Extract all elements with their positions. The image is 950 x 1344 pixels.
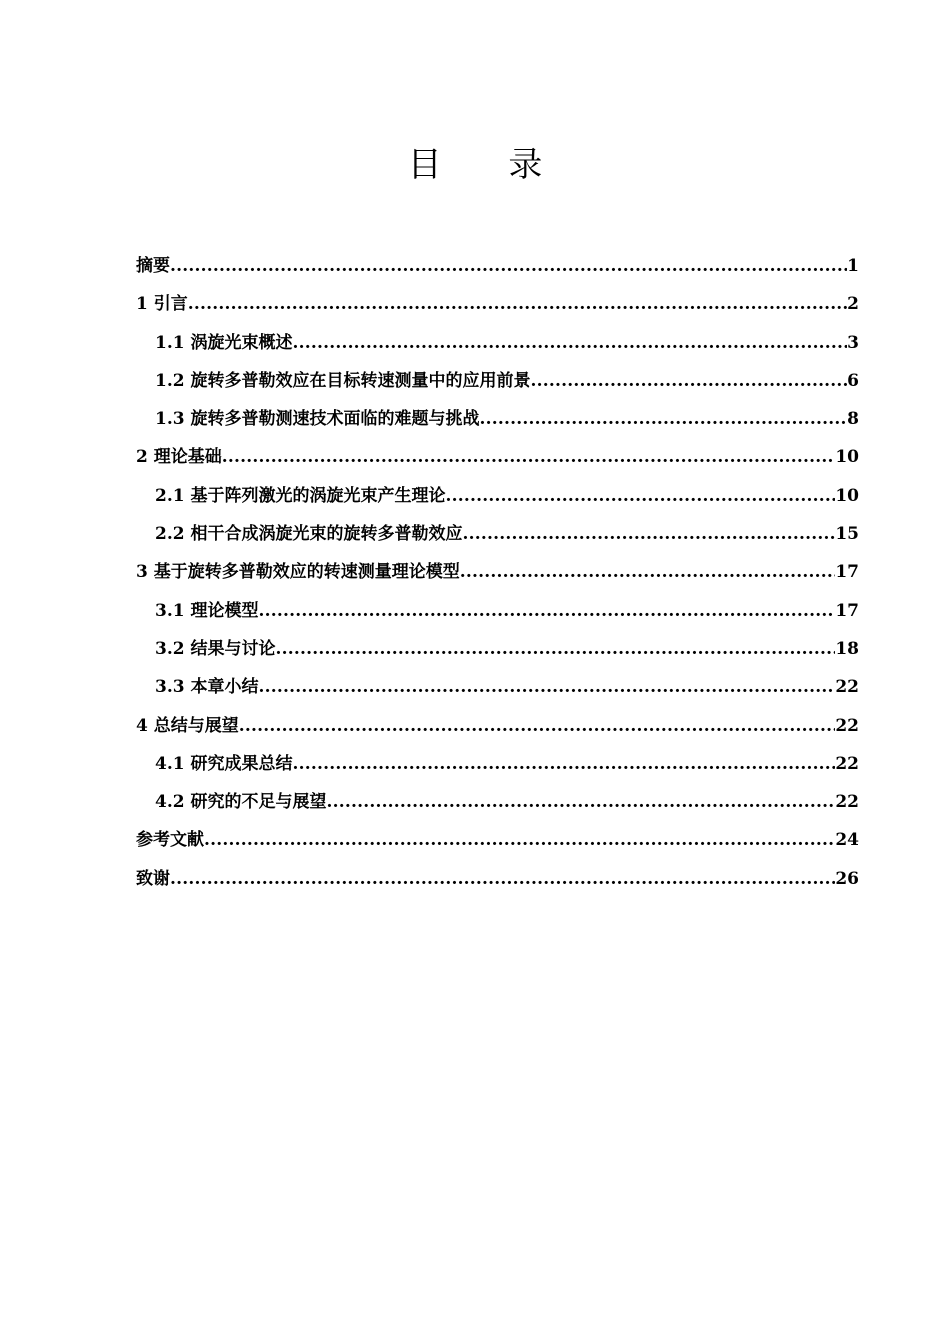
dot-leader — [259, 597, 836, 625]
dot-leader — [170, 865, 835, 893]
toc-entry-page: 2 — [847, 294, 859, 315]
toc-entry-label: 1 引言 — [136, 294, 188, 315]
dot-leader — [259, 673, 836, 701]
toc-entry[interactable] — [136, 290, 859, 328]
toc-entry-label: 1.1 涡旋光束概述 — [155, 332, 293, 353]
dot-leader — [293, 329, 848, 357]
toc-entry-page: 15 — [835, 524, 859, 545]
toc-entry-label: 3.2 结果与讨论 — [155, 638, 276, 659]
toc-entry-label: 3.1 理论模型 — [155, 600, 259, 621]
table-of-contents — [136, 252, 859, 903]
toc-entry-label: 参考文献 — [136, 830, 204, 851]
toc-entry-page: 24 — [835, 830, 859, 851]
toc-entry-page: 22 — [835, 753, 859, 774]
dot-leader — [276, 635, 836, 663]
toc-entry[interactable] — [136, 826, 859, 864]
toc-entry[interactable] — [136, 482, 859, 520]
toc-entry-page: 1 — [847, 256, 859, 276]
toc-entry-page: 8 — [847, 409, 859, 430]
toc-entry-label: 2 理论基础 — [136, 447, 222, 468]
toc-entry-page: 18 — [835, 638, 859, 659]
toc-entry-label: 3 基于旋转多普勒效应的转速测量理论模型 — [136, 562, 460, 583]
toc-entry[interactable] — [136, 405, 859, 443]
toc-entry-page: 22 — [835, 677, 859, 698]
dot-leader — [222, 443, 836, 471]
page-title: 目 录 — [407, 145, 571, 185]
dot-leader — [170, 252, 847, 280]
dot-leader — [327, 788, 836, 816]
toc-entry-label: 4.1 研究成果总结 — [155, 753, 293, 774]
toc-entry-label: 致谢 — [136, 868, 170, 889]
toc-entry[interactable] — [136, 635, 859, 673]
toc-entry-label: 1.3 旋转多普勒测速技术面临的难题与挑战 — [155, 409, 480, 430]
toc-entry[interactable] — [136, 443, 859, 481]
toc-entry-page: 22 — [835, 715, 859, 736]
toc-entry-page: 17 — [835, 600, 859, 621]
toc-entry[interactable] — [136, 520, 859, 558]
dot-leader — [293, 750, 836, 778]
toc-entry-page: 3 — [847, 332, 859, 353]
toc-entry[interactable] — [136, 750, 859, 788]
toc-entry-label: 4.2 研究的不足与展望 — [155, 792, 327, 813]
toc-entry-page: 6 — [847, 370, 859, 391]
toc-entry-label: 2.1 基于阵列激光的涡旋光束产生理论 — [155, 485, 446, 506]
dot-leader — [480, 405, 848, 433]
toc-entry-page: 22 — [835, 792, 859, 813]
toc-entry[interactable] — [136, 252, 859, 290]
toc-entry[interactable] — [136, 712, 859, 750]
dot-leader — [446, 482, 836, 510]
toc-entry[interactable] — [136, 558, 859, 596]
dot-leader — [188, 290, 847, 318]
toc-entry[interactable] — [136, 597, 859, 635]
dot-leader — [463, 520, 836, 548]
dot-leader — [531, 367, 848, 395]
dot-leader — [239, 712, 836, 740]
toc-entry-page: 10 — [835, 485, 859, 506]
toc-entry-label: 3.3 本章小结 — [155, 677, 259, 698]
toc-entry-label: 4 总结与展望 — [136, 715, 239, 736]
toc-entry[interactable] — [136, 367, 859, 405]
toc-entry-page: 17 — [835, 562, 859, 583]
toc-entry[interactable] — [136, 865, 859, 903]
dot-leader — [204, 826, 835, 854]
toc-entry-label: 摘要 — [136, 256, 170, 276]
toc-entry-page: 26 — [835, 868, 859, 889]
toc-entry-page: 10 — [835, 447, 859, 468]
dot-leader — [460, 558, 836, 586]
toc-entry[interactable] — [136, 673, 859, 711]
toc-entry[interactable] — [136, 329, 859, 367]
toc-entry-label: 2.2 相干合成涡旋光束的旋转多普勒效应 — [155, 524, 463, 545]
toc-entry-label: 1.2 旋转多普勒效应在目标转速测量中的应用前景 — [155, 370, 531, 391]
toc-entry[interactable] — [136, 788, 859, 826]
